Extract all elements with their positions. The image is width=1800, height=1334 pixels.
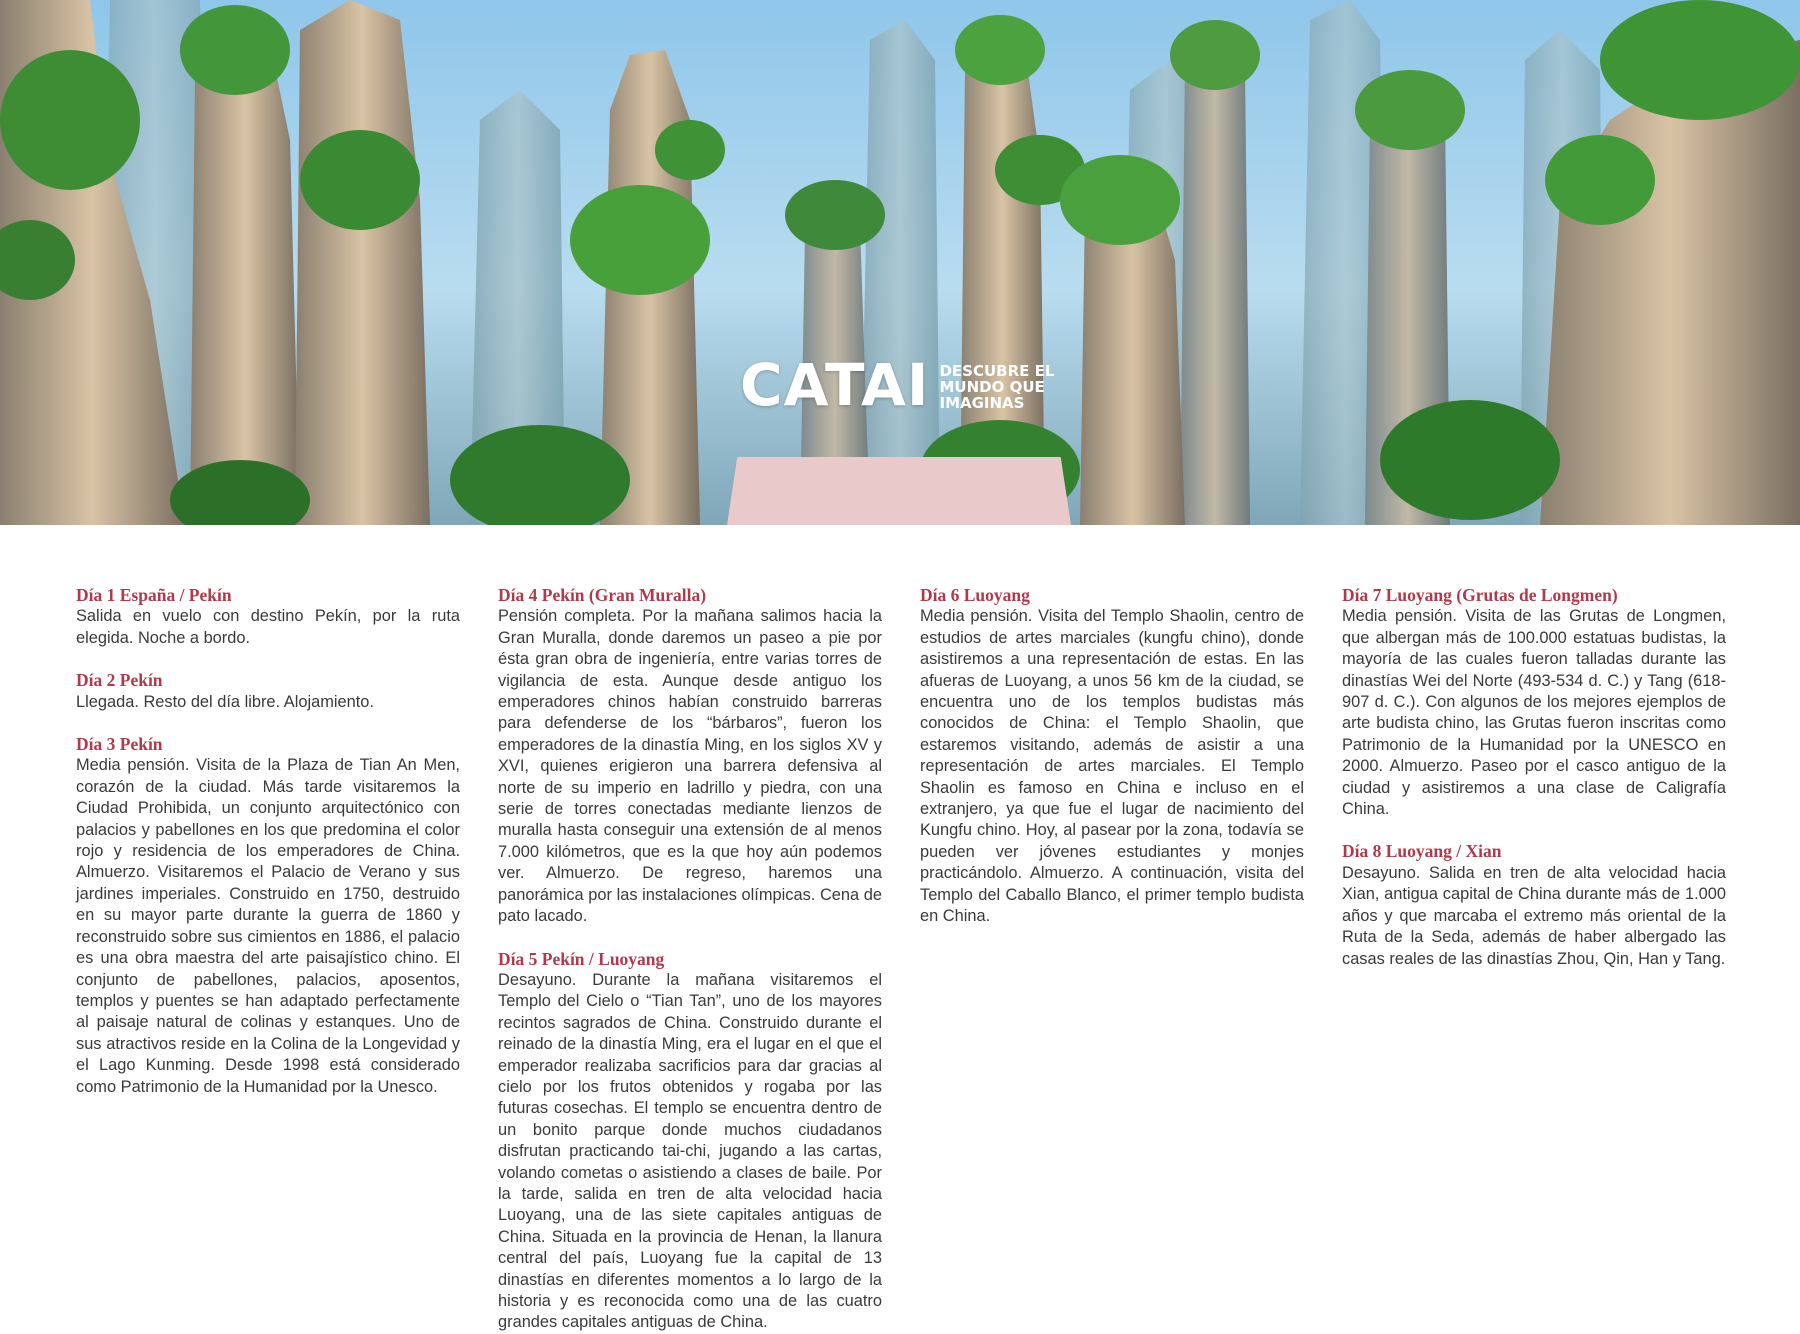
day-title: Día 5 Pekín / Luoyang [498,948,665,969]
day-title: Día 1 España / Pekín [76,585,232,605]
day-6 [920,585,1304,928]
day-title: Día 4 Pekín (Gran Muralla) [498,585,707,605]
day-title: Día 2 Pekín [76,670,163,691]
day-text: Desayuno. Salida en tren de alta velocidad hacia Xian, antigua capital de China durante más de 1.000 años y que marcaba el extremo más oriental de la Ruta de la Seda, además de haber albergado las casas reales de las dinastías Zhou, Qin, Han y Tang. [1342,863,1726,968]
day-3 [76,734,460,1098]
brand-tagline: DESCUBRE EL MUNDO QUE IMAGINAS [939,363,1055,411]
day-title: Día 7 Luoyang (Grutas de Longmen) [1342,585,1618,605]
column-2 [498,585,882,1332]
day-title: Día 8 Luoyang / Xian [1342,841,1502,862]
day-text: Media pensión. Visita de las Grutas de Longmen, que albergan más de 100.000 estatuas budistas, la mayoría de las cuales fueron talladas durante las dinastías Wei del Norte (493-534 d. C.) y Tang (618-907 d. C.). Con algunos de los mejores ejemplos de arte budista chino, las Grutas fueron inscritas como Patrimonio de la Humanidad por la UNESCO en 2000. Almuerzo. Paseo por el casco antiguo de la ciudad y asistiremos a una clase de Caligrafía China. [1342,607,1726,819]
day-text: Media pensión. Visita del Templo Shaolin, centro de estudios de artes marciales (kungfu chino), donde asistiremos a una representación de estas. En las afueras de Luoyang, a unos 56 km de la ciudad, se encuentra uno de los templos budistas más conocidos de China: el Templo Shaolin, que estaremos visitando, además de asistir a una representación de artes marciales. El Templo Shaolin es famoso en China e incluso en el extranjero, ya que fue el lugar de nacimiento del Kungfu chino. Hoy, al pasear por la zona, todavía se pueden ver jóvenes estudiantes y monjes practicándolo. Almuerzo. A continuación, visita del Templo del Caballo Blanco, el primer templo budista en China. [920,607,1304,926]
itinerary-columns [76,585,1726,1332]
brand-logo [740,351,1069,419]
day-2 [76,670,460,713]
day-8 [1342,841,1726,969]
day-text: Pensión completa. Por la mañana salimos hacia la Gran Muralla, donde daremos un paseo a pie por ésta gran obra de ingeniería, entre varias torres de vigilancia de esta. Aunque desde antiguo los emperadores chinos habían construido barreras para defenderse de los “bárbaros”, fueron los emperadores de la dinastía Ming, en los siglos XV y XVI, quienes erigieron una barrera defensiva al norte de su imperio en ladrillo y piedra, con una serie de torres conectadas mediante lienzos de muralla hasta conseguir una extensión de al menos 7.000 kilómetros, que es la que hoy aún podemos ver. Almuerzo. De regreso, haremos una panorámica por las instalaciones olímpicas. Cena de pato lacado. [498,607,882,926]
day-7 [1342,585,1726,820]
hero-banner [0,0,1800,525]
day-5 [498,949,882,1334]
day-text: Desayuno. Durante la mañana visitaremos el Templo del Cielo o “Tian Tan”, uno de los mayores recintos sagrados de China. Construido durante el reinado de la dinastía Ming, era el lugar en el que el emperador realizaba sacrificios para dar gracias al cielo por los frutos obtenidos y rogaba por las futuras cosechas. El templo se encuentra dentro de un bonito parque donde muchos ciudadanos disfrutan practicando tai-chi, jugando a las cartas, volando cometas o asistiendo a clases de baile. Por la tarde, salida en tren de alta velocidad hacia Luoyang, una de las siete capitales antiguas de China. Situada en la provincia de Henan, la llanura central del país, Luoyang fue la capital de 13 dinastías en diferentes momentos a lo largo de la historia y es reconocida como una de las cuatro grandes capitales antiguas de China. [498,970,882,1332]
decorative-tab [727,457,1071,525]
day-1 [76,585,460,649]
column-1 [76,585,460,1145]
column-4 [1342,585,1726,1145]
day-4 [498,585,882,928]
day-text: Salida en vuelo con destino Pekín, por la ruta elegida. Noche a bordo. [76,607,460,647]
day-text: Llegada. Resto del día libre. Alojamiento. [76,692,374,711]
day-title: Día 3 Pekín [76,734,163,755]
hero-landscape-image [0,0,1800,525]
day-text: Media pensión. Visita de la Plaza de Tian An Men, corazón de la ciudad. Más tarde visitaremos la Ciudad Prohibida, un conjunto arquitectónico con palacios y pabellones en los que predomina el color rojo y residencia de los emperadores de China. Almuerzo. Visitaremos el Palacio de Verano y sus jardines imperiales. Construido en 1750, destruido en su mayor parte durante la guerra de 1860 y reconstruido sobre sus cimientos en 1886, el palacio es una obra maestra del arte paisajístico chino. El conjunto de pabellones, palacios, aposentos, templos y puentes se han adaptado perfectamente al paisaje natural de colinas y estanques. Uno de sus atractivos reside en la Colina de la Longevidad y el Lago Kunming. Desde 1998 está considerado como Patrimonio de la Humanidad por la Unesco. [76,756,460,1096]
brand-name: CATAI [740,351,930,419]
day-title: Día 6 Luoyang [920,585,1030,605]
column-3 [920,585,1304,1145]
